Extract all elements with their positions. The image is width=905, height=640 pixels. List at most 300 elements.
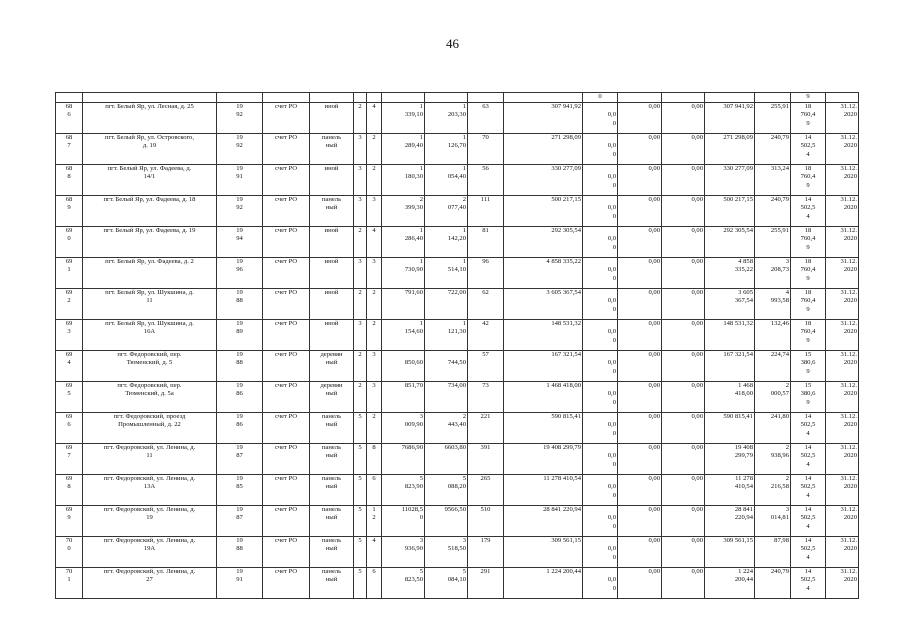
cell-c18: 31.12. 2020 — [826, 103, 859, 134]
cell-c13: 0,00 — [618, 537, 662, 568]
cell-residents: 111 — [468, 196, 504, 227]
cell-floors: 5 — [354, 444, 367, 475]
cell-fund: счет РО — [263, 103, 310, 134]
cell-cost: 330 277,09 — [504, 165, 583, 196]
cell-c18: 31.12. 2020 — [826, 413, 859, 444]
cell-area-total: 791,60 — [382, 289, 425, 320]
cell-c18: 31.12. 2020 — [826, 475, 859, 506]
cell-wall-material: панель ный — [310, 506, 354, 537]
cell-area-total: 3 936,90 — [382, 537, 425, 568]
cell-c14: 0,00 — [662, 568, 705, 599]
cell-c14: 0,00 — [662, 444, 705, 475]
cell-residents: 96 — [468, 258, 504, 289]
cell-area-total: 850,60 — [382, 351, 425, 382]
cell-c13: 0,00 — [618, 413, 662, 444]
cell-c17: 18 760,4 9 — [791, 227, 826, 258]
cell-c18: 31.12. 2020 — [826, 537, 859, 568]
cell-address: пгт. Федоровский, ул. Ленина, д. 19 — [83, 506, 217, 537]
cell-c17: 9 — [791, 93, 826, 103]
cell-c16: 240,79 — [755, 196, 791, 227]
cell-entrances: 3 — [367, 258, 382, 289]
table-row — [56, 351, 859, 382]
cell-c15: 1 468 418,00 — [705, 382, 755, 413]
cell-residents: 510 — [468, 506, 504, 537]
cell-c15: 500 217,15 — [705, 196, 755, 227]
table-row — [56, 382, 859, 413]
cell-fund: счет РО — [263, 227, 310, 258]
table-row — [56, 258, 859, 289]
cell-c18: 31.12. 2020 — [826, 382, 859, 413]
cell-c12: 0,0 0 — [583, 568, 618, 599]
cell-c14: 0,00 — [662, 382, 705, 413]
cell-area-living: 2 443,40 — [425, 413, 468, 444]
cell-floors: 2 — [354, 351, 367, 382]
cell-wall-material: панель ный — [310, 537, 354, 568]
cell-year: 19 88 — [217, 289, 263, 320]
cell-wall-material: панель ный — [310, 196, 354, 227]
cell-residents: 221 — [468, 413, 504, 444]
cell-c16: 241,80 — [755, 413, 791, 444]
cell-wall-material: иной — [310, 258, 354, 289]
cell-c17: 18 760,4 9 — [791, 258, 826, 289]
cell-fund: счет РО — [263, 351, 310, 382]
cell-c17: 14 502,5 4 — [791, 134, 826, 165]
cell-cost: 1 224 200,44 — [504, 568, 583, 599]
cell-area-total: 1 339,10 — [382, 103, 425, 134]
cell-fund: счет РО — [263, 475, 310, 506]
cell-year: 19 86 — [217, 413, 263, 444]
cell-c18: 31.12. 2020 — [826, 506, 859, 537]
cell-year: 19 89 — [217, 320, 263, 351]
cell-entrances: 4 — [367, 103, 382, 134]
cell-c18: 31.12. 2020 — [826, 258, 859, 289]
cell-fund: счет РО — [263, 568, 310, 599]
cell-c17: 18 760,4 9 — [791, 103, 826, 134]
cell-address: пгт. Белый Яр, ул. Фадеева, д. 14/1 — [83, 165, 217, 196]
cell-c16: 2 216,58 — [755, 475, 791, 506]
cell-c13: 0,00 — [618, 568, 662, 599]
cell-fund: счет РО — [263, 258, 310, 289]
cell-no: 69 4 — [56, 351, 83, 382]
cell-no: 68 6 — [56, 103, 83, 134]
cell-c14: 0,00 — [662, 413, 705, 444]
cell-c16: 255,91 — [755, 103, 791, 134]
cell-c18: 31.12. 2020 — [826, 289, 859, 320]
cell-wall-material: панель ный — [310, 444, 354, 475]
cell-area-total: 1 730,90 — [382, 258, 425, 289]
cell-c18: 31.12. 2020 — [826, 444, 859, 475]
cell-c14: 0,00 — [662, 289, 705, 320]
cell-fund: счет РО — [263, 165, 310, 196]
cell-address: пгт. Федоровский, ул. Ленина, д. 11 — [83, 444, 217, 475]
cell-cost: 167 321,54 — [504, 351, 583, 382]
cell-no: 69 2 — [56, 289, 83, 320]
cell-fund: счет РО — [263, 444, 310, 475]
cell-no: 70 1 — [56, 568, 83, 599]
cell-cost: 4 858 335,22 — [504, 258, 583, 289]
cell-residents: 62 — [468, 289, 504, 320]
cell-c16: 224,74 — [755, 351, 791, 382]
cell-c12: 0,0 0 — [583, 103, 618, 134]
cell-wall-material: деревян ный — [310, 351, 354, 382]
cell-fund: счет РО — [263, 506, 310, 537]
table-row — [56, 103, 859, 134]
cell-c12: 0,0 0 — [583, 413, 618, 444]
cell-c18: 31.12. 2020 — [826, 568, 859, 599]
cell-residents: 291 — [468, 568, 504, 599]
cell-floors: 3 — [354, 134, 367, 165]
cell-c16: 240,79 — [755, 568, 791, 599]
cell-c16: 2 000,57 — [755, 382, 791, 413]
cell-c13: 0,00 — [618, 444, 662, 475]
cell-floors: 5 — [354, 506, 367, 537]
cell-c18: 31.12. 2020 — [826, 134, 859, 165]
cell-residents: 265 — [468, 475, 504, 506]
cell-fund: счет РО — [263, 537, 310, 568]
cell-entrances: 3 — [367, 351, 382, 382]
cell-entrances: 3 — [367, 382, 382, 413]
cell-c18: 31.12. 2020 — [826, 351, 859, 382]
cell-c17: 18 760,4 9 — [791, 320, 826, 351]
cell-year: 19 92 — [217, 103, 263, 134]
cell-c15: 307 941,92 — [705, 103, 755, 134]
cell-c14: 0,00 — [662, 258, 705, 289]
cell-no: 70 0 — [56, 537, 83, 568]
cell-residents: 73 — [468, 382, 504, 413]
cell-area-total: 11028,5 0 — [382, 506, 425, 537]
cell-c14: 0,00 — [662, 134, 705, 165]
cell-no: 69 1 — [56, 258, 83, 289]
cell-c12: 0,0 0 — [583, 196, 618, 227]
cell-c16: 240,79 — [755, 134, 791, 165]
cell-address: пгт. Федоровский, ул. Ленина, д. 13А — [83, 475, 217, 506]
cell-c14: 0,00 — [662, 475, 705, 506]
table-row — [56, 444, 859, 475]
cell-area-total: 7686,90 — [382, 444, 425, 475]
cell-floors: 3 — [354, 165, 367, 196]
cell-c12: 0,0 0 — [583, 320, 618, 351]
cell-c17: 18 760,4 9 — [791, 289, 826, 320]
cell-area-living: 1 121,30 — [425, 320, 468, 351]
cell-floors: 2 — [354, 227, 367, 258]
cell-fund: счет РО — [263, 413, 310, 444]
cell-c12: 0,0 0 — [583, 475, 618, 506]
cell-c16: 87,98 — [755, 537, 791, 568]
cell-year: 19 87 — [217, 444, 263, 475]
cell-c12: 0,0 0 — [583, 134, 618, 165]
cell-floors: 2 — [354, 289, 367, 320]
cell-c17: 14 502,5 4 — [791, 196, 826, 227]
cell-address: пгт. Белый Яр, ул. Шукшина, д. 11 — [83, 289, 217, 320]
cell-fund: счет РО — [263, 289, 310, 320]
table-row — [56, 227, 859, 258]
cell-address: пгт. Федоровский, пер. Тюменский, д. 5 — [83, 351, 217, 382]
cell-area-living: 734,00 — [425, 382, 468, 413]
cell-residents: 391 — [468, 444, 504, 475]
cell-c16: 255,91 — [755, 227, 791, 258]
cell-area-total: 5 823,90 — [382, 475, 425, 506]
cell-area-living: 5 088,20 — [425, 475, 468, 506]
table-row — [56, 289, 859, 320]
cell-no: 68 7 — [56, 134, 83, 165]
cell-area-living: 2 077,40 — [425, 196, 468, 227]
cell-c12: 0,0 0 — [583, 537, 618, 568]
table-row — [56, 568, 859, 599]
cell-floors: 3 — [354, 320, 367, 351]
cell-fund: счет РО — [263, 196, 310, 227]
cell-no: 69 7 — [56, 444, 83, 475]
cell-c16: 313,24 — [755, 165, 791, 196]
cell-c12: 0,0 0 — [583, 351, 618, 382]
cell-area-living: 1 126,70 — [425, 134, 468, 165]
cell-residents: 63 — [468, 103, 504, 134]
cell-entrances: 2 — [367, 165, 382, 196]
cell-c13: 0,00 — [618, 506, 662, 537]
cell-no: 69 8 — [56, 475, 83, 506]
cell-no: 69 3 — [56, 320, 83, 351]
table-row — [56, 475, 859, 506]
table-row — [56, 196, 859, 227]
cell-year: 19 88 — [217, 351, 263, 382]
cell-address: пгт. Белый Яр, ул. Фадеева, д. 18 — [83, 196, 217, 227]
cell-area-living: 1 203,30 — [425, 103, 468, 134]
cell-c17: 14 502,5 4 — [791, 444, 826, 475]
cell-c12: 0,0 0 — [583, 258, 618, 289]
table-row — [56, 537, 859, 568]
cell-area-living: 1 142,20 — [425, 227, 468, 258]
cell-floors: 3 — [354, 196, 367, 227]
cell-address: пгт. Белый Яр, ул. Лесная, д. 25 — [83, 103, 217, 134]
cell-c12: 0,0 0 — [583, 444, 618, 475]
table-row-continued — [56, 93, 859, 103]
cell-c15: 19 408 299,79 — [705, 444, 755, 475]
cell-c14: 0,00 — [662, 506, 705, 537]
cell-year: 19 94 — [217, 227, 263, 258]
housing-register-table — [55, 92, 859, 599]
cell-year: 19 88 — [217, 537, 263, 568]
cell-no: 68 9 — [56, 196, 83, 227]
cell-residents: 42 — [468, 320, 504, 351]
cell-entrances: 6 — [367, 475, 382, 506]
cell-fund: счет РО — [263, 134, 310, 165]
cell-area-total: 1 286,40 — [382, 227, 425, 258]
cell-c15: 271 298,09 — [705, 134, 755, 165]
cell-area-total: 1 289,40 — [382, 134, 425, 165]
cell-wall-material: панель ный — [310, 134, 354, 165]
cell-wall-material: иной — [310, 320, 354, 351]
cell-floors: 5 — [354, 537, 367, 568]
cell-c15: 309 561,15 — [705, 537, 755, 568]
cell-address: пгт. Белый Яр, ул. Островского, д. 19 — [83, 134, 217, 165]
cell-c17: 14 502,5 4 — [791, 413, 826, 444]
cell-area-total: 1 180,30 — [382, 165, 425, 196]
cell-c17: 18 760,4 9 — [791, 165, 826, 196]
cell-year: 19 92 — [217, 196, 263, 227]
cell-no: 69 0 — [56, 227, 83, 258]
cell-address: пгт. Федоровский, ул. Ленина, д. 27 — [83, 568, 217, 599]
cell-c14: 0,00 — [662, 227, 705, 258]
cell-c13: 0,00 — [618, 165, 662, 196]
cell-entrances: 6 — [367, 568, 382, 599]
cell-c17: 14 502,5 4 — [791, 475, 826, 506]
cell-entrances: 8 — [367, 444, 382, 475]
cell-c12: 0,0 0 — [583, 289, 618, 320]
cell-area-total: 1 154,60 — [382, 320, 425, 351]
cell-address: пгт. Белый Яр, ул. Фадеева, д. 2 — [83, 258, 217, 289]
cell-cost: 307 941,92 — [504, 103, 583, 134]
cell-wall-material: иной — [310, 103, 354, 134]
cell-address: пгт. Федоровский, пер. Тюменский, д. 5а — [83, 382, 217, 413]
cell-c14: 0,00 — [662, 165, 705, 196]
cell-c13: 0,00 — [618, 103, 662, 134]
cell-c17: 14 502,5 4 — [791, 537, 826, 568]
cell-c14: 0,00 — [662, 196, 705, 227]
cell-c16: 132,46 — [755, 320, 791, 351]
cell-cost: 3 605 367,54 — [504, 289, 583, 320]
cell-c13: 0,00 — [618, 196, 662, 227]
cell-area-living: 722,00 — [425, 289, 468, 320]
cell-c15: 3 605 367,54 — [705, 289, 755, 320]
cell-residents: 70 — [468, 134, 504, 165]
cell-floors: 2 — [354, 382, 367, 413]
cell-area-total: 3 009,90 — [382, 413, 425, 444]
cell-floors: 3 — [354, 258, 367, 289]
table-row — [56, 320, 859, 351]
cell-c14: 0,00 — [662, 103, 705, 134]
cell-cost: 148 531,32 — [504, 320, 583, 351]
cell-residents: 179 — [468, 537, 504, 568]
cell-c12: 0,0 0 — [583, 382, 618, 413]
cell-entrances: 2 — [367, 413, 382, 444]
cell-wall-material: иной — [310, 227, 354, 258]
cell-residents: 81 — [468, 227, 504, 258]
cell-no: 68 8 — [56, 165, 83, 196]
cell-entrances: 4 — [367, 227, 382, 258]
cell-year: 19 86 — [217, 382, 263, 413]
cell-cost: 292 305,54 — [504, 227, 583, 258]
cell-floors: 5 — [354, 568, 367, 599]
cell-c16: 2 938,96 — [755, 444, 791, 475]
cell-year: 19 91 — [217, 568, 263, 599]
cell-area-living: 9566,50 — [425, 506, 468, 537]
cell-cost: 590 815,41 — [504, 413, 583, 444]
table-row — [56, 506, 859, 537]
cell-c13: 0,00 — [618, 351, 662, 382]
cell-c15: 330 277,09 — [705, 165, 755, 196]
cell-c12: 0,0 0 — [583, 165, 618, 196]
cell-wall-material: иной — [310, 289, 354, 320]
cell-residents: 56 — [468, 165, 504, 196]
cell-floors: 5 — [354, 413, 367, 444]
cell-year: 19 85 — [217, 475, 263, 506]
cell-entrances: 2 — [367, 289, 382, 320]
cell-no: 69 9 — [56, 506, 83, 537]
cell-no: 69 5 — [56, 382, 83, 413]
cell-floors: 5 — [354, 475, 367, 506]
cell-wall-material: панель ный — [310, 413, 354, 444]
cell-c13: 0,00 — [618, 289, 662, 320]
cell-c13: 0,00 — [618, 227, 662, 258]
cell-year: 19 91 — [217, 165, 263, 196]
cell-c15: 292 305,54 — [705, 227, 755, 258]
cell-c16: 3 208,73 — [755, 258, 791, 289]
cell-year: 19 96 — [217, 258, 263, 289]
cell-c15: 167 321,54 — [705, 351, 755, 382]
cell-c14: 0,00 — [662, 320, 705, 351]
cell-entrances: 3 — [367, 196, 382, 227]
cell-c15: 590 815,41 — [705, 413, 755, 444]
cell-wall-material: панель ный — [310, 475, 354, 506]
cell-entrances: 4 — [367, 537, 382, 568]
cell-address: пгт. Федоровский, проезд Промышленный, д. 22 — [83, 413, 217, 444]
cell-c12: 0,0 0 — [583, 227, 618, 258]
cell-c12: 0,0 0 — [583, 506, 618, 537]
table-row — [56, 413, 859, 444]
page-number: 46 — [446, 36, 459, 51]
cell-address: пгт. Федоровский, ул. Ленина, д. 19А — [83, 537, 217, 568]
cell-area-living: 5 084,10 — [425, 568, 468, 599]
cell-fund: счет РО — [263, 382, 310, 413]
cell-area-total: 5 823,50 — [382, 568, 425, 599]
cell-c12: 0 — [583, 93, 618, 103]
cell-c16: 4 993,58 — [755, 289, 791, 320]
cell-c13: 0,00 — [618, 382, 662, 413]
cell-cost: 11 278 410,54 — [504, 475, 583, 506]
cell-area-total: 2 399,30 — [382, 196, 425, 227]
cell-area-living: 1 514,10 — [425, 258, 468, 289]
cell-floors: 2 — [354, 103, 367, 134]
cell-area-living: 6603,80 — [425, 444, 468, 475]
cell-c15: 148 531,32 — [705, 320, 755, 351]
cell-c13: 0,00 — [618, 320, 662, 351]
cell-residents: 57 — [468, 351, 504, 382]
cell-cost: 500 217,15 — [504, 196, 583, 227]
cell-c15: 1 224 200,44 — [705, 568, 755, 599]
cell-c13: 0,00 — [618, 134, 662, 165]
cell-c18: 31.12. 2020 — [826, 320, 859, 351]
cell-c17: 14 502,5 4 — [791, 568, 826, 599]
cell-c14: 0,00 — [662, 537, 705, 568]
table-row — [56, 165, 859, 196]
cell-wall-material: деревян ный — [310, 382, 354, 413]
cell-c13: 0,00 — [618, 258, 662, 289]
cell-year: 19 92 — [217, 134, 263, 165]
cell-c18: 31.12. 2020 — [826, 196, 859, 227]
cell-c18: 31.12. 2020 — [826, 227, 859, 258]
cell-c17: 14 502,5 4 — [791, 506, 826, 537]
cell-c15: 4 858 335,22 — [705, 258, 755, 289]
cell-cost: 19 408 299,79 — [504, 444, 583, 475]
table-row — [56, 134, 859, 165]
cell-address: пгт. Белый Яр, ул. Фадеева, д. 19 — [83, 227, 217, 258]
cell-area-total: 851,70 — [382, 382, 425, 413]
cell-wall-material: панель ный — [310, 568, 354, 599]
cell-c13: 0,00 — [618, 475, 662, 506]
cell-address: пгт. Белый Яр, ул. Шукшина, д. 16А — [83, 320, 217, 351]
cell-c14: 0,00 — [662, 351, 705, 382]
cell-c16: 3 014,81 — [755, 506, 791, 537]
cell-c15: 11 278 410,54 — [705, 475, 755, 506]
cell-area-living: 1 054,40 — [425, 165, 468, 196]
cell-entrances: 2 — [367, 134, 382, 165]
cell-fund: счет РО — [263, 320, 310, 351]
cell-c17: 15 380,6 9 — [791, 351, 826, 382]
cell-c15: 28 841 220,94 — [705, 506, 755, 537]
cell-cost: 271 298,09 — [504, 134, 583, 165]
cell-cost: 309 561,15 — [504, 537, 583, 568]
cell-cost: 1 468 418,00 — [504, 382, 583, 413]
cell-c17: 15 380,6 9 — [791, 382, 826, 413]
